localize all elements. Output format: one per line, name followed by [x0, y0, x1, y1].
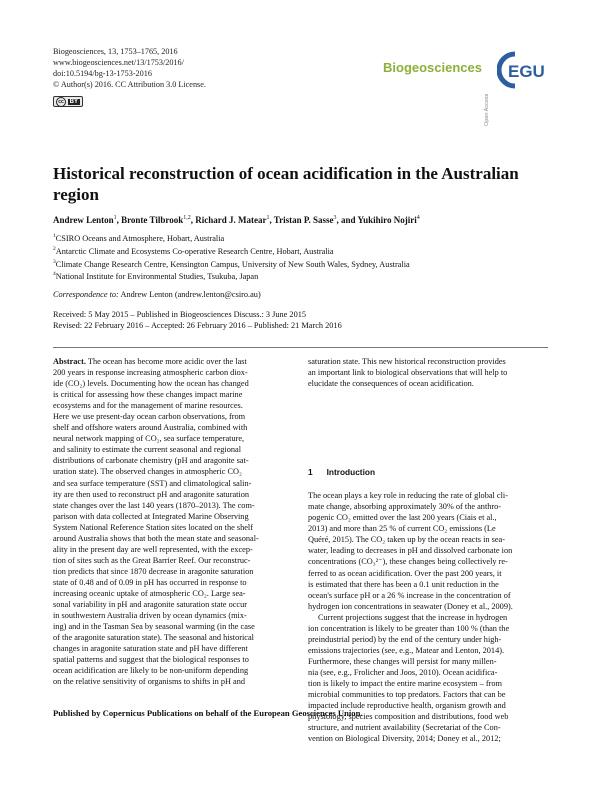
- abstract-line: ity are then used to reconstruct pH and aragonite saturation: [53, 489, 250, 499]
- abstract-continuation: [308, 356, 548, 389]
- text-line: elucidate the consequences of ocean acidification.: [308, 379, 474, 389]
- text-line: ferred to as ocean acidification. Over the past 200 years, it: [308, 568, 502, 578]
- abstract-label: Abstract.: [53, 357, 86, 366]
- author-name: Tristan P. Sasse: [273, 215, 334, 225]
- abstract-line: on the relative sensitivity of organisms to shifts in pH and: [53, 677, 246, 687]
- correspondence: [53, 290, 261, 299]
- abstract-line: around Australia shows that both the mean state and seasonal-: [53, 533, 259, 543]
- dates-revised: Revised: 22 February 2016 – Accepted: 26 February 2016 – Published: 21 March 2016: [53, 321, 342, 330]
- affiliation-text: CSIRO Oceans and Atmosphere, Hobart, Australia: [55, 233, 225, 243]
- section-title: Introduction: [326, 467, 376, 478]
- text-line: ocean's surface pH or a 26 % increase in the concentration of: [308, 590, 511, 600]
- text-line: Quéré, 2015). The CO₂ taken up by the ocean reacts in sea-: [308, 535, 505, 545]
- abstract-line: neural network mapping of CO₂, sea surface temperature,: [53, 434, 245, 444]
- abstract-line: Abstract. The ocean has become more acidic over the last: [53, 357, 247, 366]
- author-affiliation-marker: 3: [333, 215, 337, 221]
- abstract-line: Here we use present-day ocean carbon observations, from: [53, 412, 246, 422]
- affiliation-item: [53, 269, 410, 282]
- author-name: Andrew Lenton: [53, 215, 114, 225]
- intro-paragraph-1: [308, 490, 548, 612]
- abstract-line: ality in the present day are well represented, with the excep-: [53, 544, 253, 554]
- affiliation-text: National Institute for Environmental Studies, Tsukuba, Japan: [55, 272, 259, 282]
- abstract-line: ing) and in the Tasman Sea by seasonal warming (in the case: [53, 622, 255, 632]
- text-line: pogenic CO₂ emitted over the last 200 years (Ciais et al.,: [308, 513, 497, 523]
- abstract-line: tion of sites such as the Great Barrier Reef. Our reconstruc-: [53, 555, 251, 565]
- citation-url[interactable]: www.biogeosciences.net/13/1753/2016/: [53, 58, 184, 67]
- affiliation-marker: 3: [53, 258, 56, 265]
- text-line: an important link to biological observations that will help to: [308, 368, 508, 378]
- text-line: vention on Biological Diversity, 2014; Doney et al., 2012;: [308, 734, 501, 744]
- abstract-line: ide (CO₂) levels. Documenting how the ocean has changed: [53, 379, 249, 389]
- text-line: preindustrial period) by the end of the century under high-: [308, 634, 502, 644]
- text-line: ion concentration is likely to be greater than 100 % (than the: [308, 623, 510, 633]
- author-affiliation-marker: 1,2: [183, 215, 191, 221]
- correspondence-label: Correspondence to:: [53, 290, 119, 299]
- abstract-line: spatial patterns and suggest that the biological responses to: [53, 655, 249, 665]
- author-name: Bronte Tilbrook: [121, 215, 184, 225]
- publisher-footer: Published by Copernicus Publications on behalf of the European Geosciences Union.: [53, 708, 363, 718]
- abstract-line: in southwestern Australia driven by ocean dynamics (mix-: [53, 611, 247, 621]
- text-line: Furthermore, these changes will persist for many millen-: [308, 656, 497, 666]
- text-line: impacted include reproductive health, organism growth and: [308, 701, 506, 711]
- abstract-line: shelf and offshore waters around Australia, combined with: [53, 423, 248, 433]
- abstract-line: ocean acidification are likely to be non-uniform depending: [53, 666, 249, 676]
- citation-doi[interactable]: doi:10.5194/bg-13-1753-2016: [53, 69, 152, 78]
- correspondence-text[interactable]: Andrew Lenton (andrew.lenton@csiro.au): [120, 290, 261, 299]
- abstract-line: and salinity to estimate the current seasonal and regional: [53, 445, 242, 455]
- abstract-line: sonal variability in pH and aragonite saturation state occur: [53, 600, 247, 610]
- author-list: Andrew Lenton$^1$, Bronte Tilbrook$^{1,2}$, Richard J. Matear$^1$, Tristan P. Sasse$^3$, and Yukihiro Nojiri$^4$: [53, 215, 420, 225]
- egu-logo: [497, 50, 549, 95]
- journal-name: Biogeosciences: [383, 60, 482, 75]
- abstract-line: 200 years in response increasing atmospheric carbon diox-: [53, 368, 248, 378]
- publication-dates: [53, 309, 342, 331]
- text-line: The ocean plays a key role in reducing the rate of global cli-: [308, 491, 508, 501]
- abstract-line: parison with data collected at Integrated Marine Observing: [53, 511, 249, 521]
- text-line: structure, and nutrient availability (Secretariat of the Con-: [308, 723, 501, 733]
- abstract-line: is critical for assessing how these changes impact marine: [53, 390, 243, 400]
- affiliation-item: [53, 257, 410, 270]
- text-line: water, leading to decreases in pH and dissolved carbonate ion: [308, 546, 513, 556]
- open-access-label-wrap: [484, 86, 494, 126]
- abstract-line: ecosystems and for the management of marine resources.: [53, 401, 243, 411]
- abstract-line: state of 0.48 and of 0.09 in pH has occurred in response to: [53, 577, 247, 587]
- egu-logo-icon: [497, 50, 549, 90]
- text-line: 2013) and more than 25 % of current CO₂ emissions (Le: [308, 524, 496, 534]
- affiliation-marker: 4: [53, 271, 56, 278]
- affiliation-text: Climate Change Research Centre, Kensington Campus, University of New South Wales, Sydney, Australia: [55, 259, 410, 269]
- paper-title: Historical reconstruction of ocean acidification in the Australian region: [53, 164, 519, 204]
- author-name: Yukihiro Nojiri: [357, 215, 417, 225]
- affiliation-marker: 1: [53, 233, 56, 239]
- section-number: 1: [308, 467, 313, 478]
- affiliation-list: [53, 231, 410, 282]
- section-heading: [308, 467, 548, 478]
- affiliation-text: Antarctic Climate and Ecosystems Co-operative Research Centre, Hobart, Australia: [55, 246, 334, 256]
- citation-journal-volume: Biogeosciences, 13, 1753–1765, 2016: [53, 47, 178, 56]
- abstract-line: distributions of carbonate chemistry (pH and aragonite sat-: [53, 456, 249, 466]
- intro-paragraph-2: [308, 612, 548, 745]
- author-affiliation-marker: 1: [113, 215, 117, 221]
- text-line: microbial communities to top predators. Factors that can be: [308, 690, 506, 700]
- abstract-line: and sea surface temperature (SST) and climatological salin-: [53, 478, 252, 488]
- abstract-line: System National Reference Station sites located on the shelf: [53, 522, 253, 532]
- affiliation-item: [53, 231, 410, 244]
- author-affiliation-marker: 4: [416, 215, 420, 221]
- text-line: emissions trajectories (see, e.g., Matear and Lenton, 2014).: [308, 645, 505, 655]
- text-line: saturation state. This new historical reconstruction provides: [308, 357, 506, 366]
- text-line: nia (see, e.g., Frolicher and Joos, 2010). Ocean acidifica-: [308, 667, 498, 677]
- by-icon: BY: [69, 98, 78, 105]
- abstract-line: changes in aragonite saturation state and pH have different: [53, 644, 248, 654]
- author-name: Richard J. Matear: [195, 215, 267, 225]
- egu-logo-text: EGU: [508, 62, 545, 81]
- cc-icon: cc: [56, 97, 66, 107]
- affiliation-item: [53, 244, 410, 257]
- text-line: concentrations (CO₃²⁻), these changes being collectively re-: [308, 557, 508, 567]
- abstract-line: uration state). The observed changes in atmospheric CO₂: [53, 467, 242, 477]
- text-line: is estimated that there has been a 0.1 unit reduction in the: [308, 579, 499, 589]
- abstract-line: increasing oceanic uptake of atmospheric CO₂. Large sea-: [53, 588, 246, 598]
- header-divider: [53, 347, 548, 348]
- abstract-line: tion predicts that since 1870 decrease in aragonite saturation: [53, 566, 254, 576]
- text-line: physiology, species composition and distributions, food web: [308, 712, 509, 722]
- dates-received: Received: 5 May 2015 – Published in Biogeosciences Discuss.: 3 June 2015: [53, 310, 307, 319]
- open-access-label: Open Access: [484, 93, 490, 126]
- right-column: [308, 356, 548, 744]
- text-line: tion is likely to impact the entire marine ecosystem – from: [308, 678, 503, 688]
- author-affiliation-marker: 1: [266, 215, 270, 221]
- affiliation-marker: 2: [53, 245, 56, 252]
- citation-license: © Author(s) 2016. CC Attribution 3.0 License.: [53, 80, 206, 89]
- text-line: Current projections suggest that the increase in hydrogen: [318, 612, 508, 622]
- abstract-column: [53, 356, 293, 687]
- abstract-line: state changes over the last 140 years (1870–2013). The com-: [53, 500, 255, 510]
- text-line: mate change, absorbing approximately 30% of the anthro-: [308, 502, 502, 512]
- abstract-line: of the aragonite saturation state). The seasonal and historical: [53, 633, 254, 643]
- citation-block: [53, 46, 206, 90]
- text-line: hydrogen ion concentrations in seawater (Doney et al., 2009).: [308, 601, 513, 611]
- cc-by-badge[interactable]: [53, 96, 83, 107]
